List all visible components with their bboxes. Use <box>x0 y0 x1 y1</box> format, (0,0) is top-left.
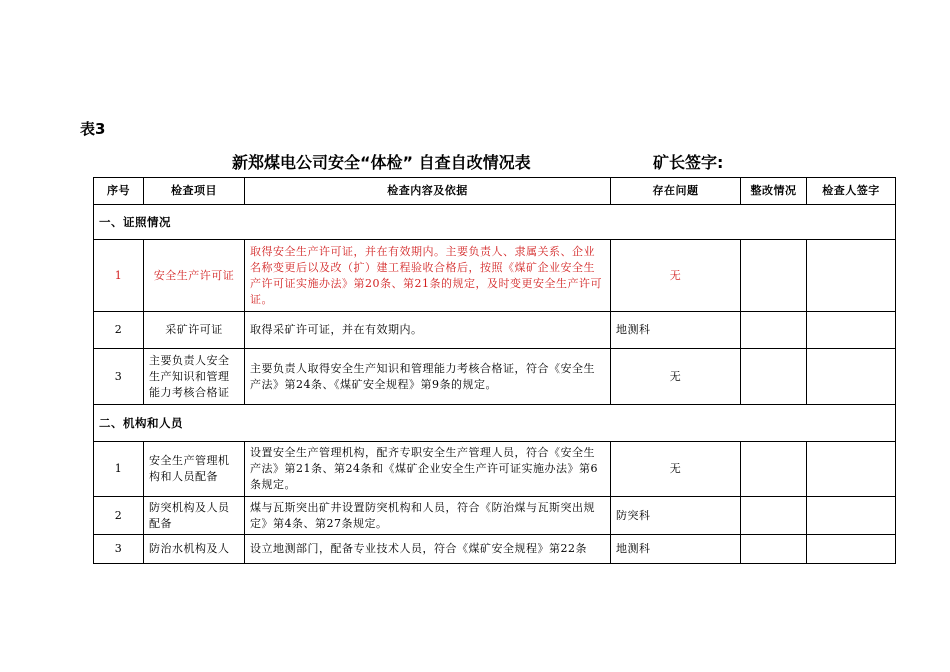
row-content: 主要负责人取得安全生产知识和管理能力考核合格证，符合《安全生产法》第24条、《煤矿安全规程》第9条的规定。 <box>245 349 611 405</box>
row-no: 2 <box>94 312 144 349</box>
table-row <box>94 312 896 349</box>
header-issue: 存在问题 <box>611 178 741 205</box>
row-no: 1 <box>94 240 144 312</box>
header-no: 序号 <box>94 178 144 205</box>
row-item: 安全生产许可证 <box>144 240 245 312</box>
section-row <box>94 405 896 442</box>
table-row <box>94 349 896 405</box>
row-issue: 地测科 <box>611 535 741 564</box>
row-content: 设立地测部门，配备专业技术人员，符合《煤矿安全规程》第22条 <box>245 535 611 564</box>
table-header-row <box>94 178 896 205</box>
row-content: 取得采矿许可证，并在有效期内。 <box>245 312 611 349</box>
row-issue: 地测科 <box>611 312 741 349</box>
row-signer <box>807 349 896 405</box>
row-issue: 无 <box>611 442 741 497</box>
row-item: 防治水机构及人 <box>144 535 245 564</box>
row-signer <box>807 497 896 535</box>
section-title-organization: 二、机构和人员 <box>94 405 896 442</box>
table-row <box>94 497 896 535</box>
header-signer: 检查人签字 <box>807 178 896 205</box>
row-rectify <box>741 497 807 535</box>
row-signer <box>807 442 896 497</box>
signature-label: 矿长签字: <box>653 153 724 172</box>
row-issue: 防突科 <box>611 497 741 535</box>
table-row <box>94 535 896 564</box>
header-rectify: 整改情况 <box>741 178 807 205</box>
inspection-table <box>93 177 896 564</box>
row-issue: 无 <box>611 240 741 312</box>
table-row <box>94 442 896 497</box>
row-issue: 无 <box>611 349 741 405</box>
row-no: 2 <box>94 497 144 535</box>
row-rectify <box>741 535 807 564</box>
row-no: 3 <box>94 349 144 405</box>
row-signer <box>807 240 896 312</box>
section-row <box>94 205 896 240</box>
row-content: 设置安全生产管理机构，配齐专职安全生产管理人员，符合《安全生产法》第21条、第24条和《煤矿企业安全生产许可证实施办法》第6条规定。 <box>245 442 611 497</box>
row-no: 1 <box>94 442 144 497</box>
row-signer <box>807 535 896 564</box>
document-title: 新郑煤电公司安全“体检” 自查自改情况表 <box>232 153 531 172</box>
row-rectify <box>741 442 807 497</box>
row-rectify <box>741 312 807 349</box>
row-item: 防突机构及人员配备 <box>144 497 245 535</box>
row-signer <box>807 312 896 349</box>
row-no: 3 <box>94 535 144 564</box>
header-content: 检查内容及依据 <box>245 178 611 205</box>
table-number-label: 表3 <box>80 120 106 138</box>
row-item: 安全生产管理机构和人员配备 <box>144 442 245 497</box>
row-item: 采矿许可证 <box>144 312 245 349</box>
row-content: 煤与瓦斯突出矿井设置防突机构和人员，符合《防治煤与瓦斯突出规定》第4条、第27条规定。 <box>245 497 611 535</box>
row-rectify <box>741 240 807 312</box>
header-item: 检查项目 <box>144 178 245 205</box>
table-row <box>94 240 896 312</box>
row-item: 主要负责人安全生产知识和管理能力考核合格证 <box>144 349 245 405</box>
section-title-licenses: 一、证照情况 <box>94 205 896 240</box>
row-content: 取得安全生产许可证，并在有效期内。主要负责人、隶属关系、企业名称变更后以及改（扩）建工程验收合格后，按照《煤矿企业安全生产许可证实施办法》第20条、第21条的规定，及时变更安全生产许可证。 <box>245 240 611 312</box>
row-rectify <box>741 349 807 405</box>
